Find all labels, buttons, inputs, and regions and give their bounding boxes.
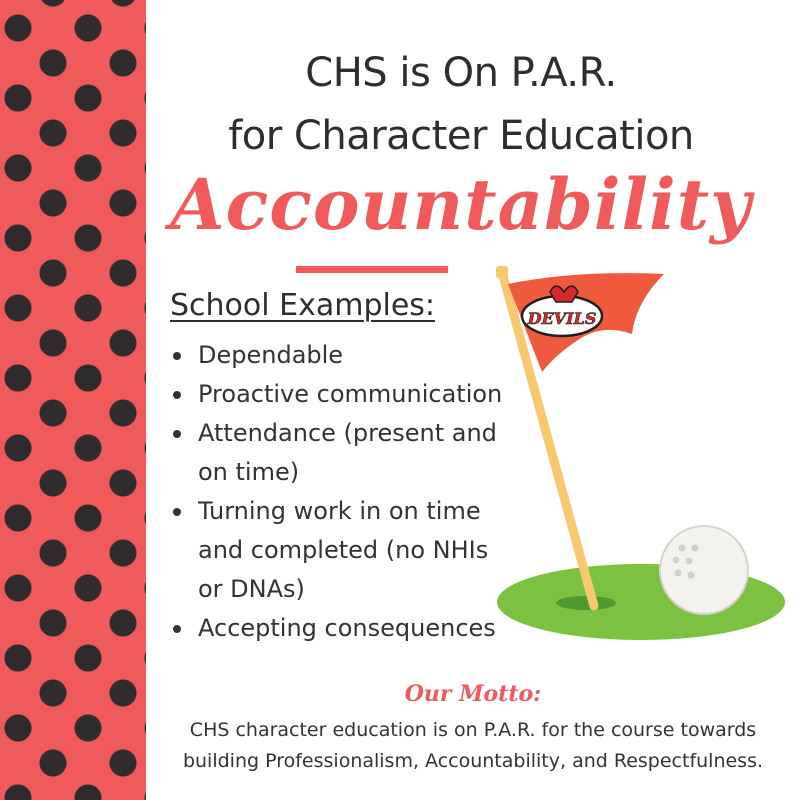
list-item-text: Accepting consequences [198, 614, 496, 642]
title-line-1: CHS is On P.A.R. [305, 50, 617, 96]
motto-text [146, 715, 800, 777]
polka-dot-border [0, 0, 146, 800]
list-item [170, 609, 530, 648]
list-item [170, 414, 530, 492]
golf-ball-icon [660, 526, 748, 614]
examples-list [170, 336, 530, 648]
divider-bar [296, 266, 448, 273]
title-line-2: for Character Education [228, 113, 694, 159]
motto-line-1: CHS character education is on P.A.R. for the course towards [189, 719, 757, 741]
list-item-text-cont: on time) [198, 458, 300, 486]
list-item [170, 336, 530, 375]
trait-heading: Accountability [170, 163, 752, 246]
list-item-text: Dependable [198, 341, 344, 369]
motto-label: Our Motto: [404, 681, 542, 707]
golf-flag-illustration [486, 262, 796, 642]
list-item-text: Turning work in on time [198, 497, 481, 525]
school-examples-heading: School Examples: [170, 288, 436, 323]
list-item-text-cont: and completed (no NHIs [198, 536, 489, 564]
motto-line-2: building Professionalism, Accountability, and Respectfulness. [182, 750, 764, 772]
pole-tip [496, 266, 508, 278]
flag-text: DEVILS [527, 309, 597, 328]
list-item-text: Proactive communication [198, 380, 503, 408]
list-item-text: Attendance (present and [198, 419, 497, 447]
list-item [170, 492, 530, 609]
golf-hole [556, 596, 616, 610]
list-item-text-cont: or DNAs) [198, 575, 305, 603]
list-item [170, 375, 530, 414]
